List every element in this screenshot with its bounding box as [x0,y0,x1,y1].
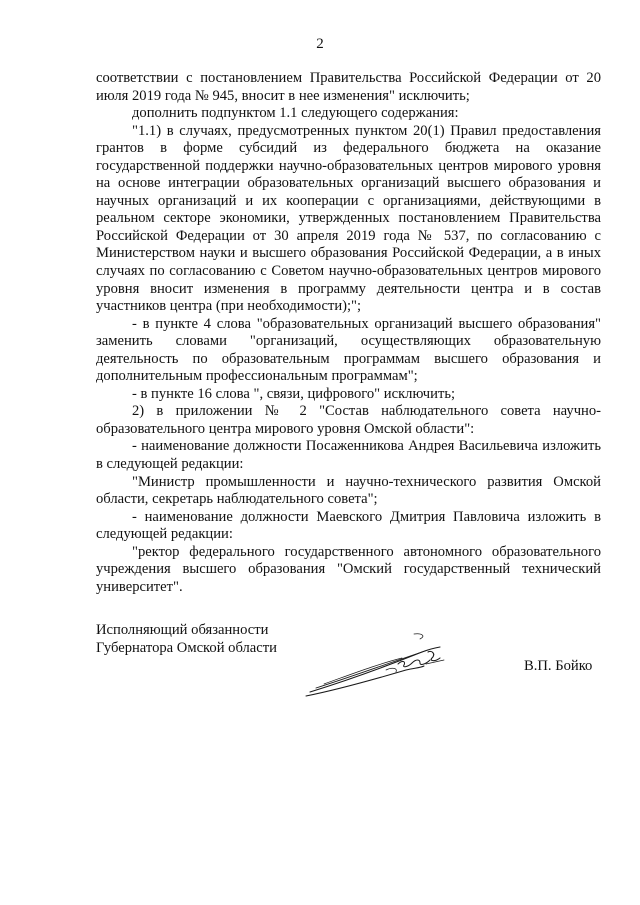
paragraph: "1.1) в случаях, предусмотренных пунктом 20(1) Правил предоставления грантов в форме субсидий из федерального бюджета на оказание государственной поддержки научно-образовательных центров мирового уровня на основе интеграции образовательных организаций высшего образования и научных организаций и их кооперации с организациями, действующими в реальном секторе экономики, утвержденных постановлением Правительства Российской Федерации от 30 апреля 2019 года № 537, по согласованию с Министерством науки и высшего образования Российской Федерации, а в иных случаях по согласованию с Советом научно-образовательных центров мирового уровня вносит изменения в программу деятельности центра и в состав участников центра (при необходимости);"; [96,122,601,315]
signatory-title [96,622,277,657]
signatory-name: В.П. Бойко [524,658,593,674]
document-body [96,70,601,596]
paragraph: 2) в приложении № 2 "Состав наблюдательного совета научно-образовательного центра мирового уровня Омской области": [96,403,601,437]
paragraph: - наименование должности Маевского Дмитрия Павловича изложить в следующей редакции: [96,508,601,543]
paragraph: - в пункте 4 слова "образовательных организаций высшего образования" заменить словами "организаций, осуществляющих образовательную деятельность по образовательным программам высшего образования и дополнительным профессиональным программам"; [96,315,601,385]
paragraph: - наименование должности Посаженникова Андрея Васильевича изложить в следующей редакции: [96,438,601,473]
paragraph: соответствии с постановлением Правительства Российской Федерации от 20 июля 2019 года № 945, вносит в нее изменения" исключить; [96,70,601,104]
handwritten-signature [302,630,452,700]
paragraph: "Министр промышленности и научно-технического развития Омской области, секретарь наблюдательного совета"; [96,473,601,508]
paragraph: дополнить подпунктом 1.1 следующего содержания: [132,105,459,122]
signatory-title-line: Губернатора Омской области [96,639,277,656]
paragraph: "ректор федерального государственного автономного образовательного учреждения высшего образования "Омский государственный технический университет". [96,543,601,595]
paragraph: - в пункте 16 слова ", связи, цифрового" исключить; [132,385,456,402]
signatory-title-line: Исполняющий обязанности [96,622,269,638]
page-number: 2 [316,36,324,52]
